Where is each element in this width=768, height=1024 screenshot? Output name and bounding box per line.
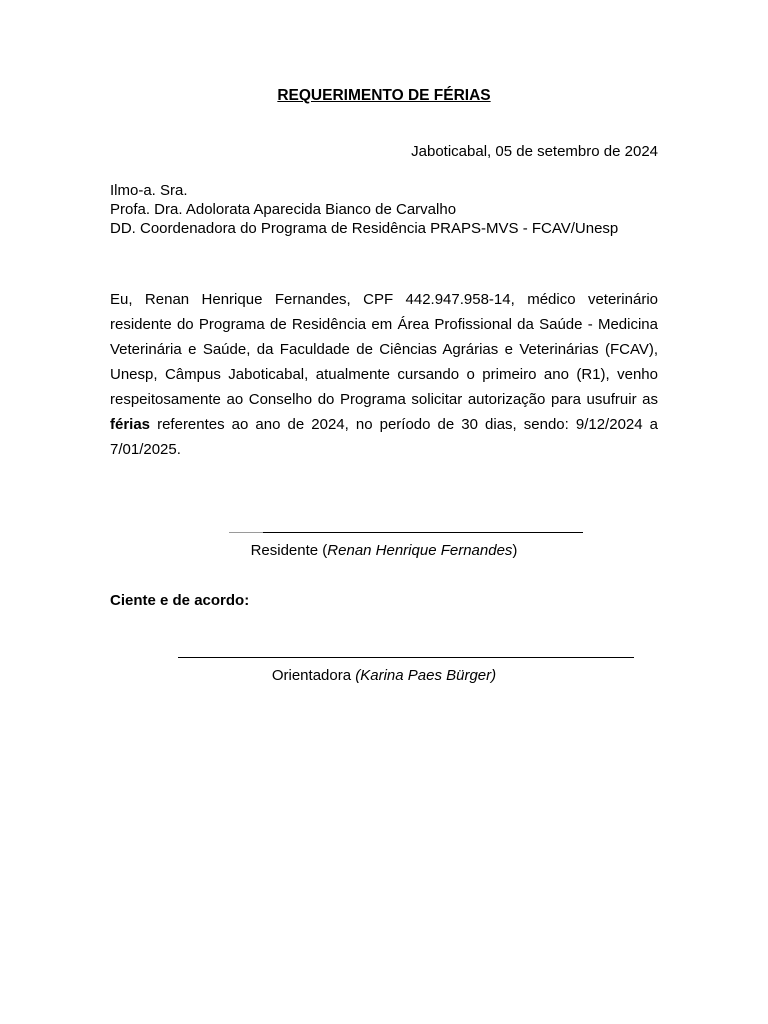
advisor-role: Orientadora <box>271 667 356 684</box>
resident-role: Residente ( <box>250 542 328 559</box>
resident-close: ) <box>512 542 518 559</box>
addressee-name: Profa. Dra. Adolorata Aparecida Bianco de Carvalho <box>110 201 457 218</box>
advisor-signature-caption <box>24 667 744 684</box>
advisor-signature-line <box>178 657 634 658</box>
request-text-bold: férias <box>110 416 151 433</box>
addressee-salutation: Ilmo-a. Sra. <box>110 182 188 199</box>
request-paragraph <box>110 287 658 462</box>
document-title: REQUERIMENTO DE FÉRIAS <box>277 87 491 104</box>
resident-name: Renan Henrique Fernandes <box>327 542 513 559</box>
addressee-position: DD. Coordenadora do Programa de Residência PRAPS-MVS - FCAV/Unesp <box>110 220 619 237</box>
resident-signature-caption <box>24 542 744 559</box>
advisor-name: (Karina Paes Bürger) <box>355 667 497 684</box>
addressee-block <box>110 181 618 238</box>
request-text-part2: referentes ao ano de 2024, no período de 30 dias, sendo: 9/12/2024 a 7/01/2025. <box>110 416 658 458</box>
request-text-part1: Eu, Renan Henrique Fernandes, CPF 442.947.958-14, médico veterinário residente do Programa de Residência em Área Profissional da Saúde - Medicina Veterinária e Saúde, da Faculdade de Ciências Agrárias e Veterinárias (FCAV), Unesp, Câmpus Jaboticabal, atualmente cursando o primeiro ano (R1), venho respeitosamente ao Conselho do Programa solicitar autorização para usufruir as <box>110 291 658 408</box>
date-line: Jaboticabal, 05 de setembro de 2024 <box>411 143 658 160</box>
agreement-label: Ciente e de acordo: <box>110 592 250 609</box>
resident-signature-lead-line <box>229 532 263 533</box>
resident-signature-line <box>263 532 583 533</box>
